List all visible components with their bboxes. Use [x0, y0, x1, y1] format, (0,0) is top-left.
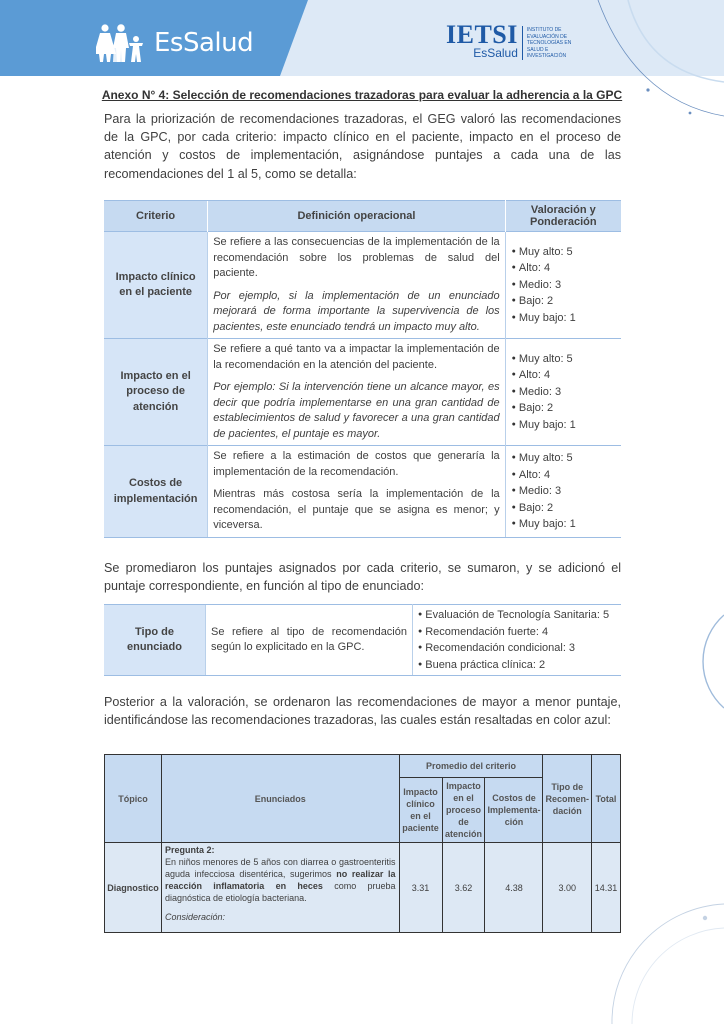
type-table: [104, 604, 621, 676]
criterion-cell: Impacto clínico en el paciente: [104, 232, 208, 339]
score-clinical: 3.31: [399, 843, 442, 933]
scale-item: ● Medio: 3: [512, 384, 616, 401]
header-definicion: Definición operacional: [208, 201, 505, 232]
scale-cell: [505, 232, 621, 339]
example-text: Por ejemplo: Si la intervención tiene un alcance mayor, es decir que podría implementarse en una gran cantidad de establecimientos de salud y favorecer a una gran cantidad de pacientes, el puntaje es mayor.: [213, 381, 500, 440]
definition-text: Se refiere a las consecuencias de la implementación de la recomendación sobre los problemas de salud del paciente.: [213, 236, 500, 279]
header-tipo: Tipo de Recomen-dación: [543, 755, 592, 843]
header-promedio: Promedio del criterio: [399, 755, 543, 778]
statement-text: En niños menores de 5 años con diarrea o gastroenteritis aguda infecciosa disentérica, sugerimos: [164, 857, 396, 879]
table-row: [104, 232, 621, 339]
header-costos: Costos de Implementa-ción: [485, 778, 543, 843]
scale-item: ● Alto: 4: [512, 260, 616, 277]
criteria-table: [104, 200, 621, 538]
score-header-row: [105, 755, 621, 778]
header-valoracion: Valoración y Ponderación: [505, 201, 621, 232]
scale-item: ● Recomendación fuerte: 4: [418, 624, 616, 641]
header-topico: Tópico: [105, 755, 162, 843]
essalud-logo: [96, 24, 253, 62]
consideration-label: Consideración:: [164, 912, 226, 922]
definition-cell: [208, 339, 505, 446]
header-criterio: Criterio: [104, 201, 208, 232]
scale-item: ● Muy bajo: 1: [512, 310, 616, 327]
score-type: 3.00: [543, 843, 592, 933]
header-impacto-clinico: Impacto clínico en el paciente: [399, 778, 442, 843]
header-enunciados: Enunciados: [161, 755, 399, 843]
family-icon: [96, 24, 152, 62]
header-total: Total: [592, 755, 621, 843]
scale-item: ● Medio: 3: [512, 483, 616, 500]
score-table: [104, 754, 621, 933]
definition-cell: Se refiere al tipo de recomendación según lo explicitado en la GPC.: [206, 605, 413, 676]
scale-item: ● Muy alto: 5: [512, 450, 616, 467]
criterion-cell: Impacto en el proceso de atención: [104, 339, 208, 446]
statement-cell: [161, 843, 399, 933]
ietsi-line: INSTITUTO DE: [526, 27, 562, 33]
page-title: Anexo N° 4: Selección de recomendaciones trazadoras para evaluar la adherencia a la GPC: [101, 88, 623, 102]
topic-cell: Diagnostico: [105, 843, 162, 933]
table-row: [105, 843, 621, 933]
criterion-cell: Costos de implementación: [104, 446, 208, 538]
ietsi-line: SALUD E: [526, 46, 549, 53]
ietsi-logo: [446, 20, 573, 60]
criterion-cell: Tipo de enunciado: [104, 605, 206, 676]
score-process: 3.62: [442, 843, 485, 933]
ietsi-institution-name: [527, 27, 573, 60]
scale-cell: [505, 446, 621, 538]
scale-item: ● Medio: 3: [512, 277, 616, 294]
table-row: [104, 446, 621, 538]
scale-item: ● Muy alto: 5: [512, 244, 616, 261]
question-label: Pregunta 2:: [164, 845, 215, 855]
ietsi-separator: [522, 26, 523, 60]
header-impacto-proceso: Impacto en el proceso de atención: [442, 778, 485, 843]
scale-item: ● Bajo: 2: [512, 293, 616, 310]
ietsi-subtitle: EsSalud: [473, 46, 518, 60]
scale-item: ● Muy bajo: 1: [512, 516, 616, 533]
ietsi-line: TECNOLOGÍAS EN: [526, 40, 572, 47]
definition-cell: [208, 446, 505, 538]
scale-cell: [413, 605, 622, 676]
header-banner: [0, 0, 724, 76]
scale-item: ● Bajo: 2: [512, 500, 616, 517]
score-total: 14.31: [592, 843, 621, 933]
score-costs: 4.38: [485, 843, 543, 933]
scale-item: ● Bajo: 2: [512, 400, 616, 417]
definition-text: Se refiere a qué tanto va a impactar la implementación de la recomendación en la atención del paciente.: [213, 343, 500, 371]
criteria-table-header: [104, 201, 621, 232]
scale-item: ● Evaluación de Tecnología Sanitaria: 5: [418, 607, 616, 624]
example-text: Mientras más costosa sería la implementación de la recomendación, el puntaje que se asigna es menor; y viceversa.: [213, 488, 500, 532]
statement-text-end: como prueba diagnóstica de etiología bacteriana.: [164, 881, 396, 903]
ietsi-line: EVALUACIÓN DE: [526, 33, 568, 40]
statement-bold: no realizar la reacción inflamatoria en heces: [164, 869, 396, 891]
definition-cell: [208, 232, 505, 339]
scale-item: ● Recomendación condicional: 3: [418, 640, 616, 657]
scale-item: ● Muy alto: 5: [512, 351, 616, 368]
scale-cell: [505, 339, 621, 446]
definition-text: Se refiere a la estimación de costos que generaría la implementación de la recomendación.: [213, 450, 500, 478]
banner-slant: [280, 0, 308, 76]
scale-item: ● Buena práctica clínica: 2: [418, 657, 616, 674]
scale-item: ● Muy bajo: 1: [512, 417, 616, 434]
table-row: [104, 339, 621, 446]
scale-item: ● Alto: 4: [512, 367, 616, 384]
scale-item: ● Alto: 4: [512, 467, 616, 484]
third-paragraph: Posterior a la valoración, se ordenaron las recomendaciones de mayor a menor puntaje, identificándose las recomendaciones trazadoras, las cuales están resaltadas en color azul:: [104, 695, 621, 728]
ietsi-line: INVESTIGACIÓN: [526, 53, 567, 60]
essalud-logo-text: EsSalud: [154, 28, 254, 58]
ietsi-acronym: IETSI: [446, 20, 518, 49]
second-paragraph: Se promediaron los puntajes asignados por cada criterio, se sumaron, y se adicionó el puntaje correspondiente, en función al tipo de enunciado:: [104, 561, 621, 594]
table-row: [104, 605, 621, 676]
example-text: Por ejemplo, si la implementación de un enunciado mejorará de forma importante la supervivencia de los pacientes, este enunciado tendrá un impacto muy alto.: [213, 289, 500, 333]
intro-paragraph: Para la priorización de recomendaciones trazadoras, el GEG valoró las recomendaciones de la GPC, por cada criterio: impacto clínico en el paciente, impacto en el proceso de atención y costos de implementación, asignándose puntajes a cada una de las recomendaciones del 1 al 5, como se detalla:: [104, 112, 621, 181]
